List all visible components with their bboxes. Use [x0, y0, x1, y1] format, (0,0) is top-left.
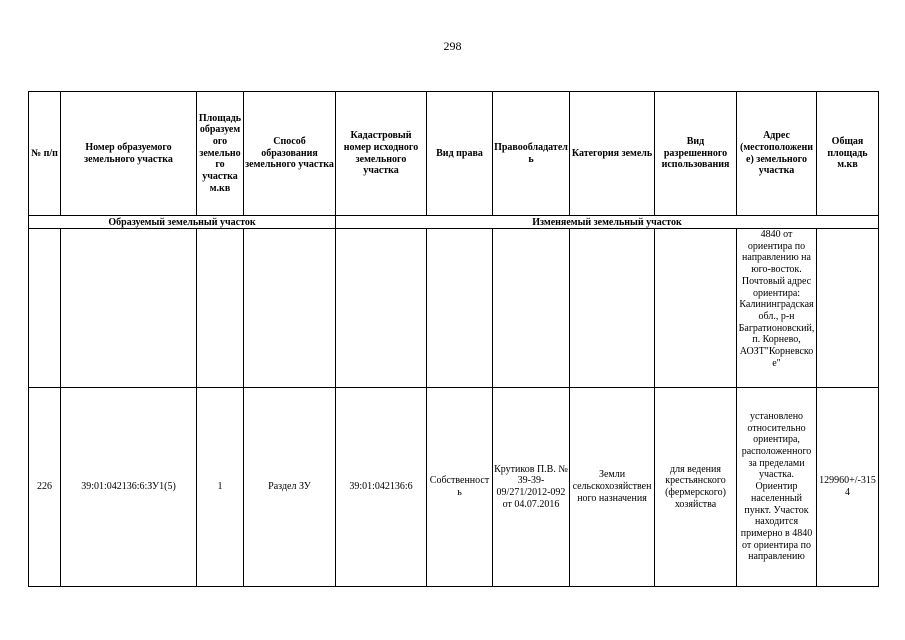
header-cadastral: Кадастровый номер исходного земельного участка: [336, 92, 427, 216]
section-changed: Изменяемый земельный участок: [336, 216, 879, 229]
cell-method: Раздел ЗУ: [244, 388, 336, 587]
cell-total-area: 129960+/-3154: [817, 388, 879, 587]
header-plot-number: Номер образуемого земельного участка: [61, 92, 197, 216]
cell-address: установлено относительно ориентира, расположенного за пределами участка. Ориентир населенный пункт. Участок находится примерно в 4840 от ориентира по направлению: [737, 388, 817, 587]
page-number: 298: [443, 39, 462, 53]
header-owner: Правообладатель: [493, 92, 570, 216]
cell-empty: [817, 229, 879, 388]
cell-empty: [197, 229, 244, 388]
cell-area-formed: 1: [197, 388, 244, 587]
header-category: Категория земель: [570, 92, 655, 216]
cell-empty: [29, 229, 61, 388]
cell-empty: [427, 229, 493, 388]
header-right-type: Вид права: [427, 92, 493, 216]
cell-owner: Крутиков П.В. № 39-39-09/271/2012-092 от 04.07.2016: [493, 388, 570, 587]
cell-category: Земли сельскохозяйственного назначения: [570, 388, 655, 587]
cell-empty: [61, 229, 197, 388]
cell-right-type: Собственность: [427, 388, 493, 587]
header-num: № п/п: [29, 92, 61, 216]
header-permitted-use: Вид разрешенного использования: [655, 92, 737, 216]
cell-empty: [493, 229, 570, 388]
cell-empty: [244, 229, 336, 388]
land-plots-table: [28, 91, 879, 587]
cell-permitted-use: для ведения крестьянского (фермерского) хозяйства: [655, 388, 737, 587]
cell-empty: [655, 229, 737, 388]
header-row: [29, 92, 879, 216]
cell-num: 226: [29, 388, 61, 587]
header-address: Адрес (местоположение) земельного участка: [737, 92, 817, 216]
header-method: Способ образования земельного участка: [244, 92, 336, 216]
table-row-continuation: [29, 229, 879, 388]
cell-empty: [570, 229, 655, 388]
table-row-226: [29, 388, 879, 587]
cell-plot-number: 39:01:042136:6:ЗУ1(5): [61, 388, 197, 587]
cell-empty: [336, 229, 427, 388]
section-row: [29, 216, 879, 229]
cell-cadastral: 39:01:042136:6: [336, 388, 427, 587]
header-area-formed: Площадь образуемого земельного участка м.кв: [197, 92, 244, 216]
section-formed: Образуемый земельный участок: [29, 216, 336, 229]
header-total-area: Общая площадь м.кв: [817, 92, 879, 216]
cell-address: 4840 от ориентира по направлению на юго-восток. Почтовый адрес ориентира: Калининградская обл., р-н Багратионовский, п. Корнево, АОЗТ"Корневское": [737, 229, 817, 388]
